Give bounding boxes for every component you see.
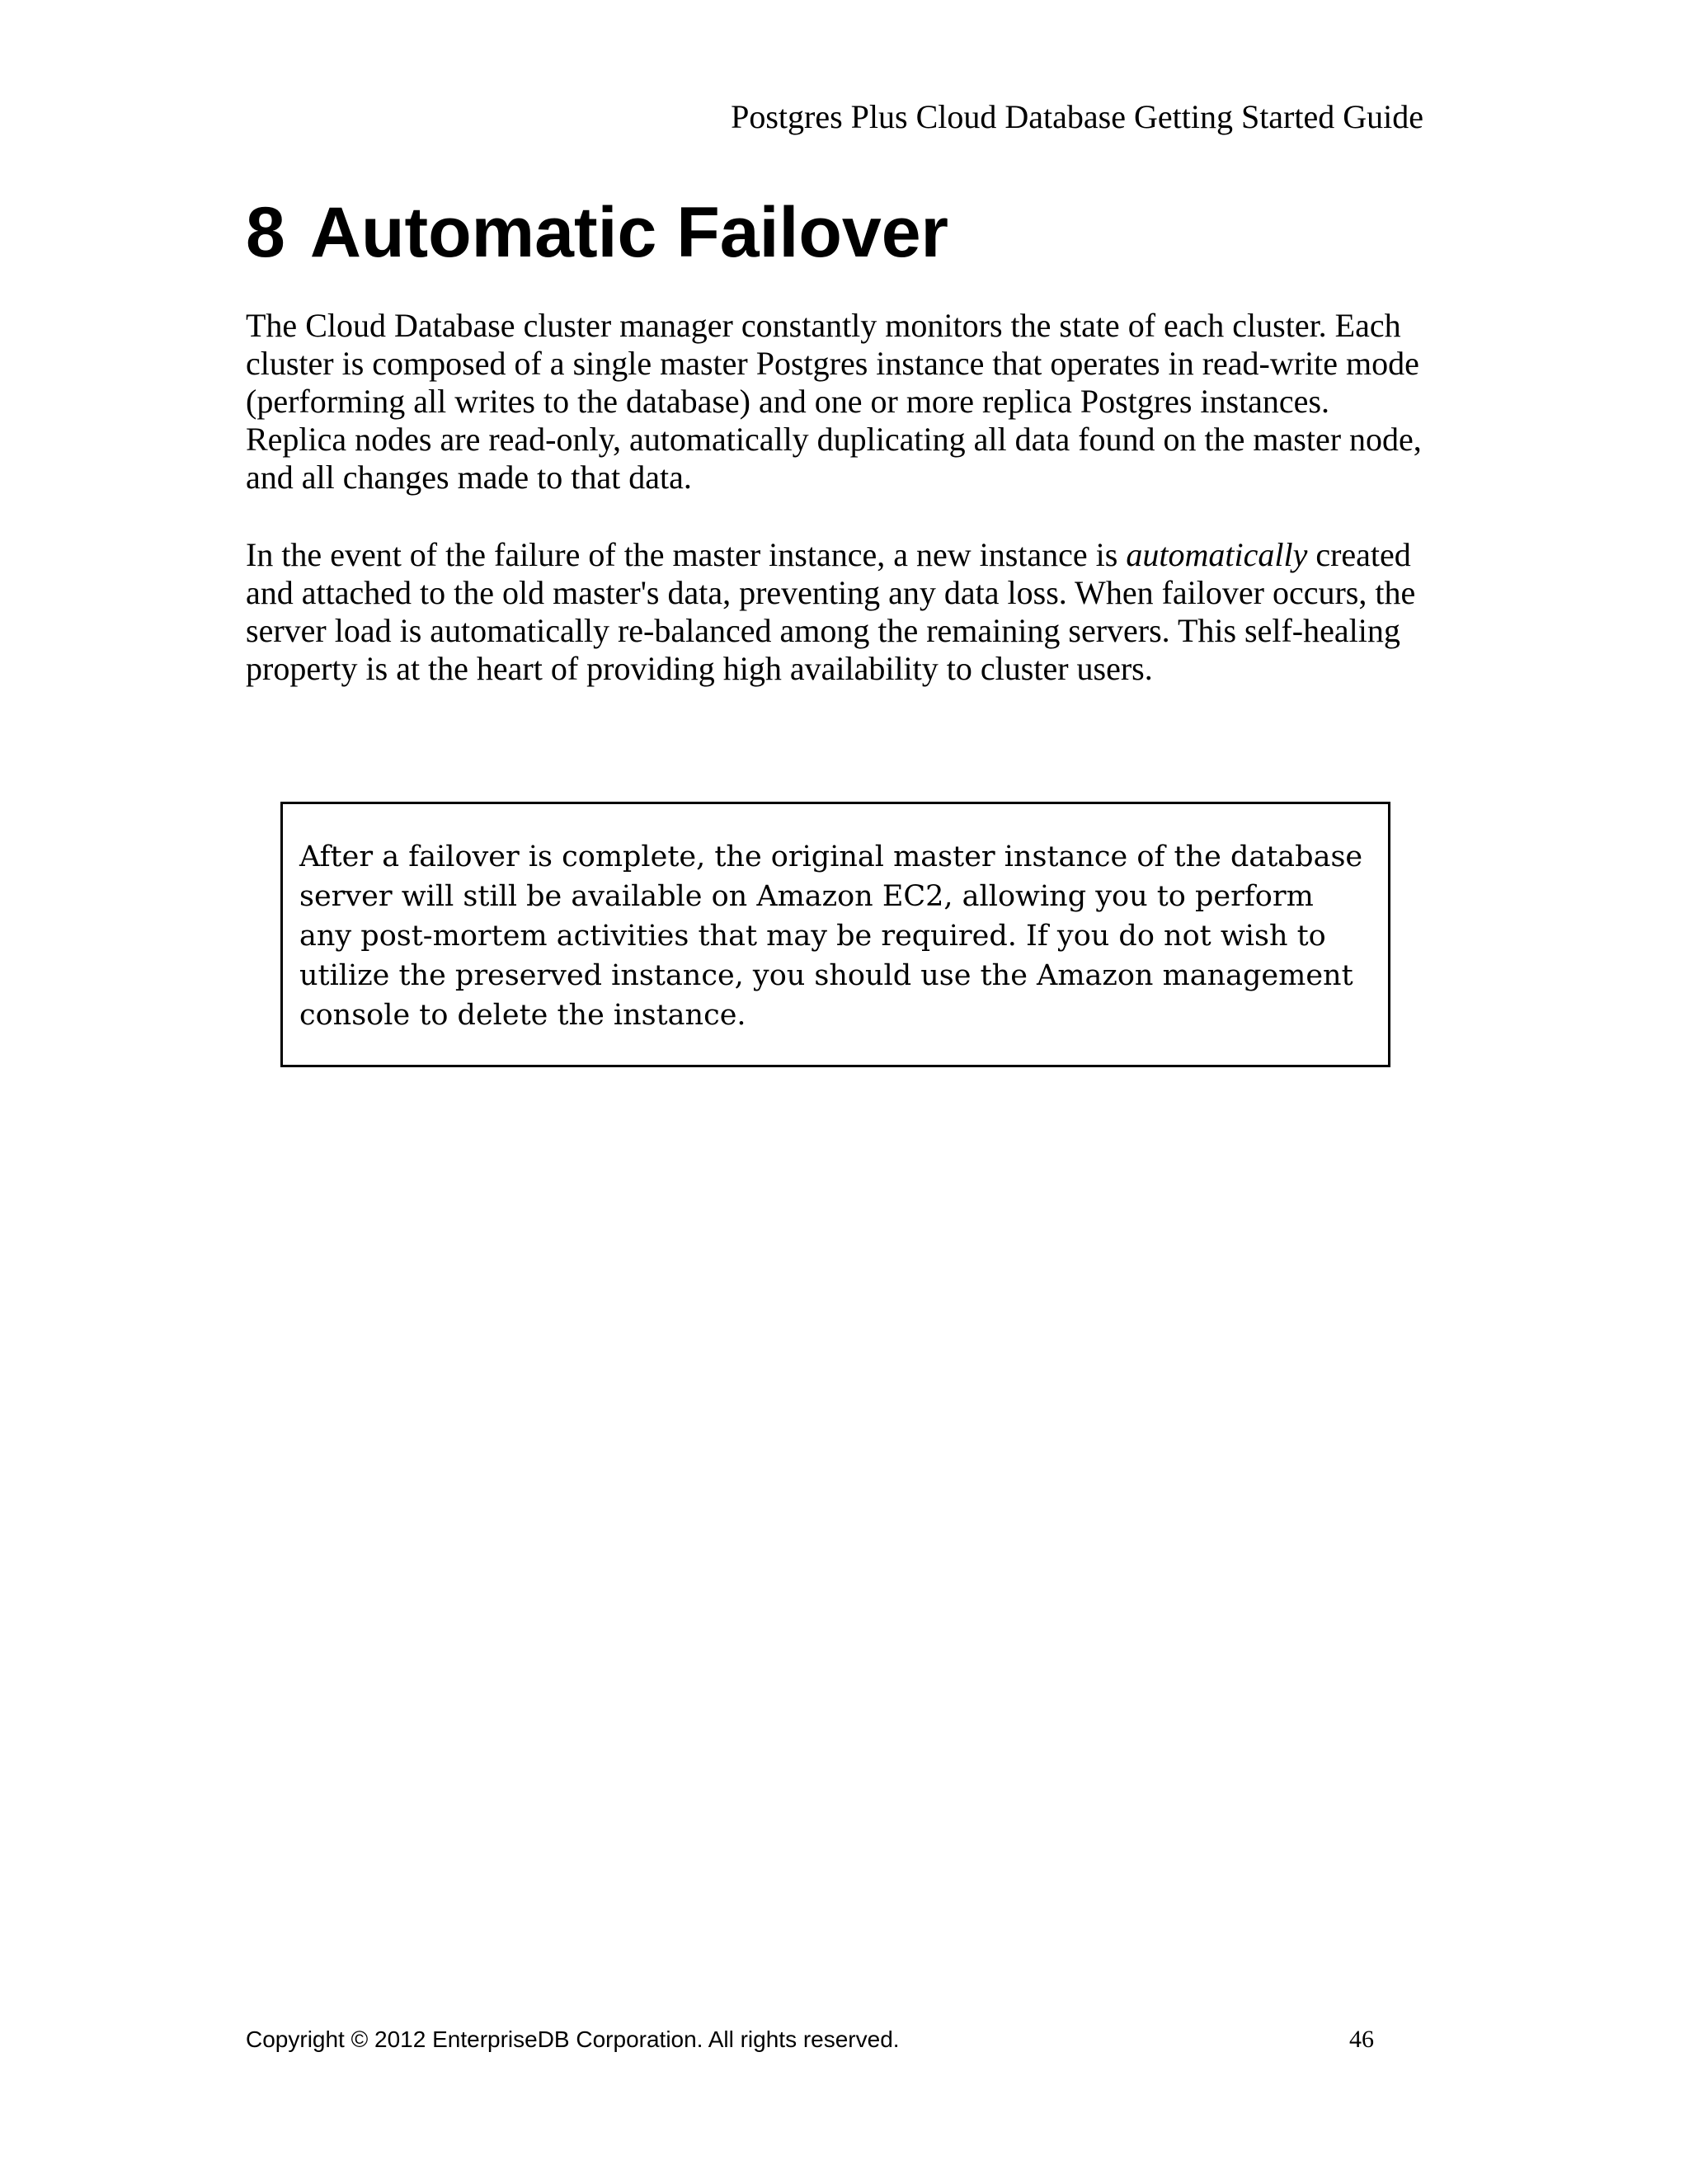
failover-paragraph bbox=[246, 536, 1433, 688]
running-header: Postgres Plus Cloud Database Getting Started Guide bbox=[731, 98, 1423, 135]
failover-text-end: created and attached to the old master's data, preventing any data loss. When failover occurs, the server load is automatically re-balanced among the remaining servers. This self-healing property is at the heart of providing high availability to cluster users. bbox=[246, 536, 1416, 687]
note-box bbox=[280, 802, 1390, 1067]
page-number: 46 bbox=[1349, 2026, 1374, 2053]
footer-copyright: Copyright © 2012 EnterpriseDB Corporation. All rights reserved. bbox=[246, 2026, 900, 2052]
chapter-number: 8 bbox=[246, 193, 285, 272]
intro-paragraph: The Cloud Database cluster manager constantly monitors the state of each cluster. Each cluster is composed of a single master Postgres instance that operates in read-write mode (performing all writes to the database) and one or more replica Postgres instances. Replica nodes are read-only, automatically duplicating all data found on the master node, and all changes made to that data. bbox=[246, 307, 1422, 496]
chapter-title-text: Automatic Failover bbox=[309, 193, 949, 272]
chapter-title bbox=[246, 191, 948, 274]
note-text: After a failover is complete, the original master instance of the database server will still be available on Amazon EC2, allowing you to perform any post-mortem activities that may be required. If you do not wish to utilize the preserved instance, you should use the Amazon management console to delete the instance. bbox=[299, 840, 1363, 1032]
emphasis-automatically: automatically bbox=[1126, 536, 1308, 573]
failover-text-start: In the event of the failure of the master instance, a new instance is bbox=[246, 536, 1127, 573]
